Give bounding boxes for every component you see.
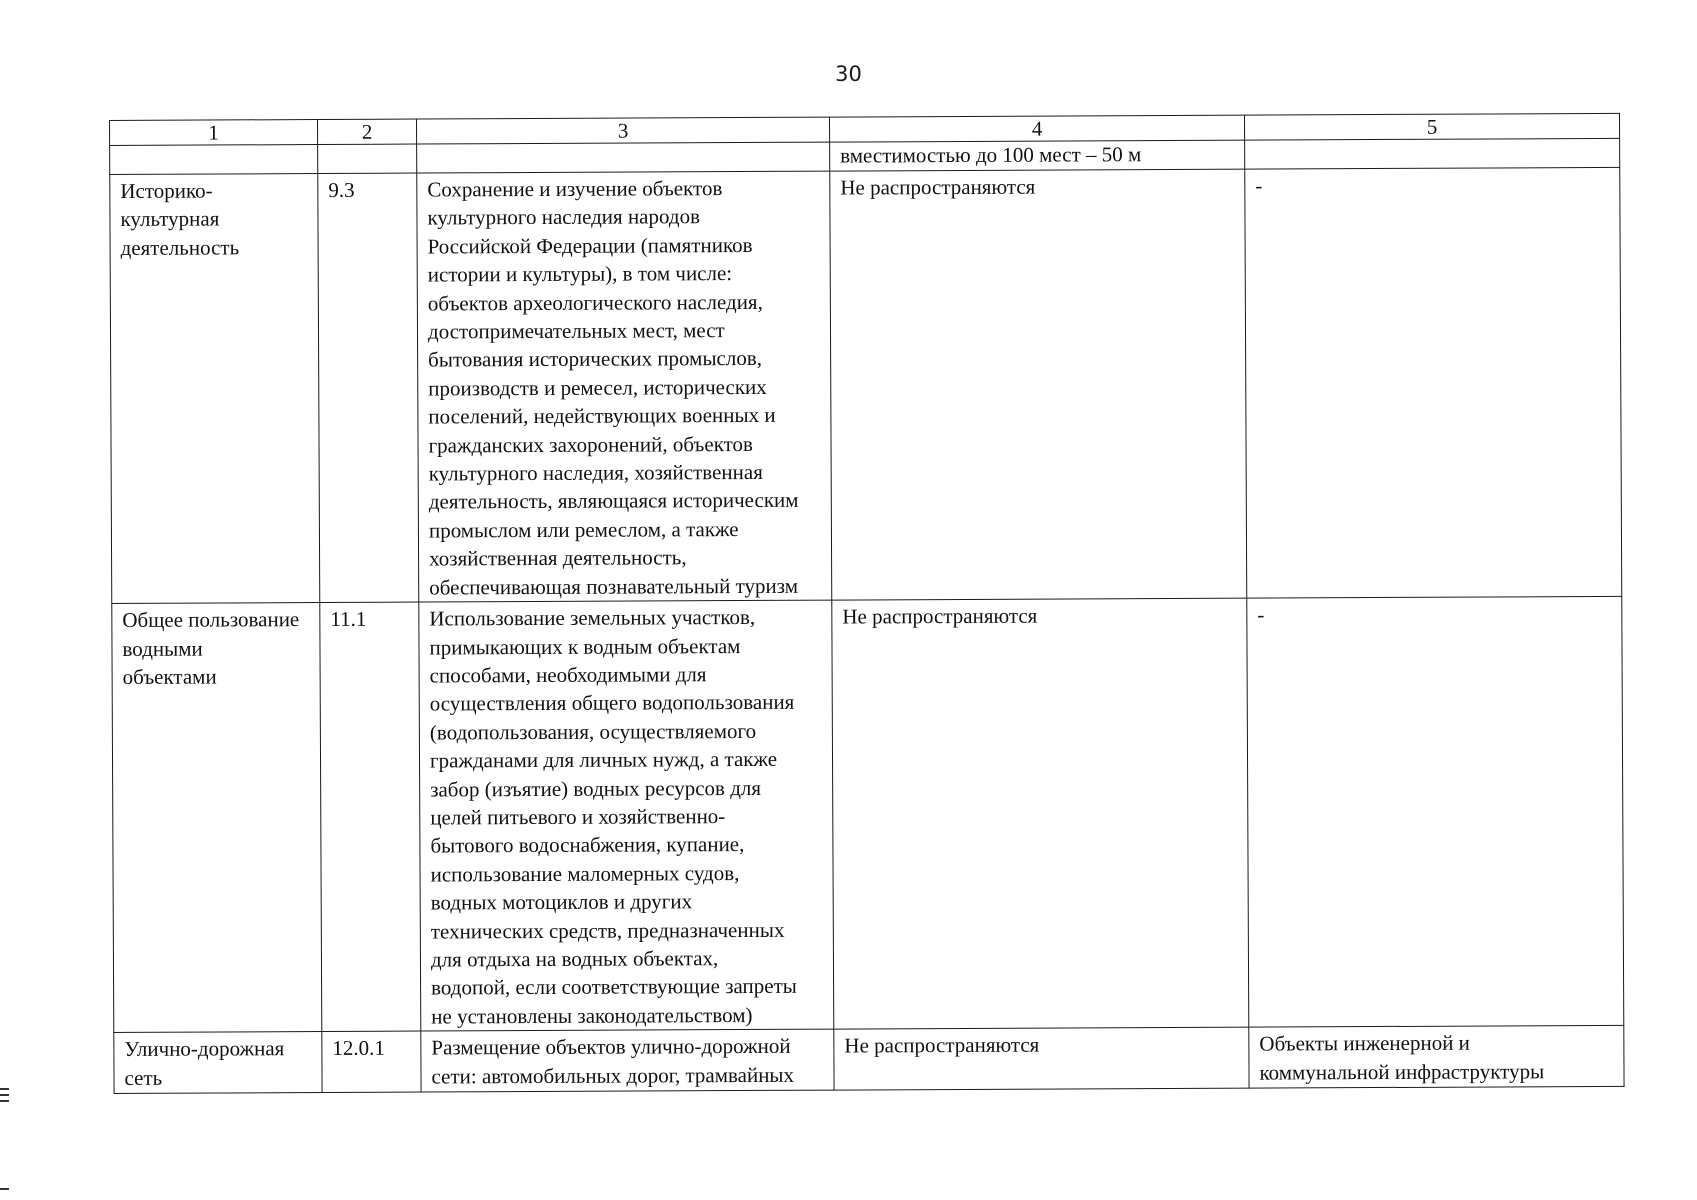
land-use-type-cell [112,603,322,1033]
cell-text-line: Общее пользование [122,607,300,633]
header-cell: 3 [416,117,829,144]
cell-text-line: целей питьевого и хозяйственно- [430,804,726,830]
cell-text-line: Объекты инженерной и [1259,1030,1470,1056]
cell-text-line: сети: автомобильных дорог, трамвайных [431,1062,795,1089]
cell-text-line: объектами [122,664,217,689]
cell-text-line: - [1257,602,1265,627]
cell-text-line: Сохранение и изучение объектов [427,176,723,202]
auxiliary-use-cell [1245,167,1622,598]
cell-text-line: водопой, если соответствующие запреты [431,974,797,1000]
cell-text-line: хозяйственная деятельность, [429,545,687,571]
cell-text-line: объектов археологического наследия, [427,289,763,316]
cell-text-line: для отдыха на водных объектах, [430,946,719,972]
cell-text-line: коммунальной инфраструктуры [1259,1058,1545,1085]
cell-text-line: сеть [124,1065,163,1090]
cell-text-line: не установлены законодательством) [431,1002,753,1029]
margin-mark [0,1188,9,1190]
restrictions-cell [830,169,1247,600]
cell-text-line: поселений, недействующих военных и [428,403,776,429]
cell-text-line: бытового водоснабжения, купание, [430,832,745,858]
cell-text-line: Российской Федерации (памятников [427,232,753,259]
cell-text-line: Историко- [120,178,213,203]
table-cell [318,144,417,173]
cell-text-line: Не распространяются [842,603,1038,629]
cell-text-line: осуществления общего водопользования [429,690,795,716]
table-row [114,1026,1624,1094]
cell-text-line: обеспечивающая познавательный туризм [429,573,799,600]
cell-text-line: культурного наследия, хозяйственная [428,459,763,486]
header-cell: 5 [1244,113,1619,140]
table-row [112,596,1624,1032]
cell-text-line: примыкающих к водным объектам [429,633,741,659]
cell-text-line: способами, необходимыми для [429,662,707,688]
code-cell: 11.1 [320,602,421,1032]
cell-text-line: водными [122,636,203,661]
cell-text-line: промыслом или ремеслом, а также [428,516,739,543]
cell-text-line: Не распространяются [844,1032,1040,1058]
cell-text-line: - [1255,173,1263,198]
cell-text-line: Не распространяются [840,174,1036,200]
margin-mark [0,1094,9,1096]
cell-text-line: технических средств, предназначенных [430,917,785,944]
table-cell [417,142,830,173]
cell-text-line: забор (изъятие) водных ресурсов для [430,775,762,802]
description-cell [419,600,834,1031]
margin-mark [0,1100,9,1102]
cell-text-line: гражданами для личных нужд, а также [429,746,778,773]
header-cell: 1 [110,120,318,146]
description-cell [417,171,832,602]
cell-text-line: Улично-дорожная [124,1036,285,1062]
cell-text-line: Размещение объектов улично-дорожной [431,1033,791,1060]
cell-text-line: (водопользования, осуществляемого [429,718,757,745]
land-use-type-cell [114,1032,322,1094]
cell-text-line: достопримечательных мест, мест [427,318,725,344]
cell-text-line: использование маломерных судов, [430,860,740,887]
cell-text-line: культурного наследия народов [427,204,701,230]
code-cell: 12.0.1 [322,1031,421,1092]
cell-text-line: Использование земельных участков, [429,605,756,631]
cell-text-line: гражданских захоронений, объектов [428,431,753,458]
margin-mark [0,1088,9,1090]
restrictions-cell [832,598,1249,1029]
auxiliary-use-cell [1247,596,1624,1027]
auxiliary-use-cell [1249,1026,1624,1089]
cell-text-line: культурная [120,206,220,232]
land-use-type-cell [110,174,320,604]
restrictions-cell [834,1027,1249,1090]
table-row [110,167,1622,603]
description-cell [421,1029,834,1092]
cell-text-line: производств и ремесел, исторических [428,374,767,401]
land-use-table [109,113,1625,1094]
table-cell: вместимостью до 100 мест – 50 м [830,140,1245,171]
cell-text-line: истории и культуры), в том числе: [427,261,733,287]
cell-text-line: бытования исторических промыслов, [428,346,763,372]
cell-text-line: деятельность, являющаяся историческим [428,488,799,514]
cell-text-line: деятельность [120,235,240,260]
table-cell [110,145,318,175]
header-cell: 2 [318,119,417,144]
cell-text-line: водных мотоциклов и других [430,889,693,915]
table-cell [1245,138,1620,169]
code-cell: 9.3 [318,173,419,603]
page-number: 30 [835,62,862,86]
header-cell: 4 [829,115,1244,142]
